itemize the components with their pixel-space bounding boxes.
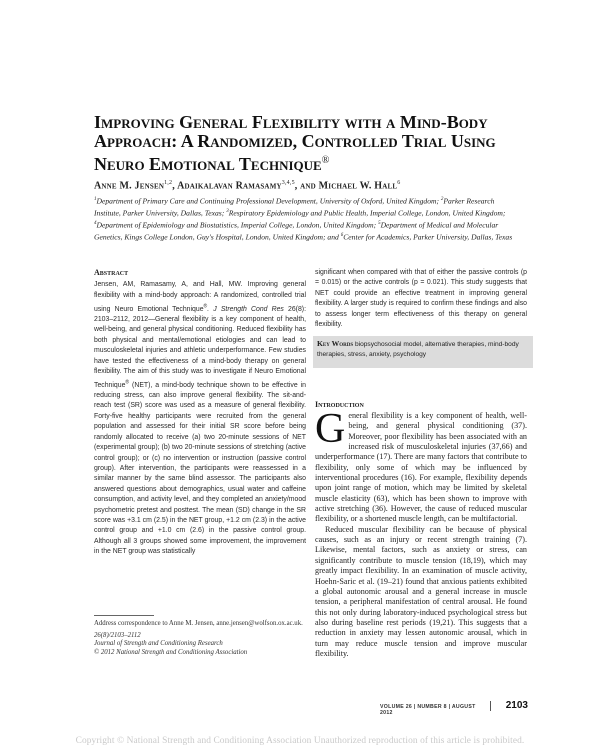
affiliation-index: 6 xyxy=(340,233,344,239)
author-name: Anne M. Jensen xyxy=(94,180,165,192)
affiliation-text: Department of Primary Care and Continuing Professional Development, University of Oxford, United Kingdom; xyxy=(96,196,441,206)
affiliation-index: 4 xyxy=(94,221,97,227)
issue-info: VOLUME 26 | NUMBER 8 | AUGUST 2012 xyxy=(380,704,476,716)
page-footer xyxy=(380,700,528,716)
author-separator: and xyxy=(300,180,319,192)
article-title: Improving General Flexibility with a Mind-Body Approach: A Randomized, Controlled Trial Using Neuro Emotional Technique® xyxy=(94,112,496,174)
drop-cap: G xyxy=(315,406,346,452)
abstract-right-column xyxy=(315,268,527,330)
journal-name: Journal of Strength and Conditioning Research xyxy=(94,640,223,648)
affiliation-index: 2 xyxy=(440,197,444,202)
introduction-heading: Introduction xyxy=(315,400,364,409)
journal-copyright: © 2012 National Strength and Conditioning Association xyxy=(94,648,248,656)
abstract-continued: significant when compared with that of either the passive controls (p = 0.015) or the active controls (p = 0.021). This study suggests that NET could provide an effective treatment in improving general flexibility. A larger study is required to confirm these findings and also to assess longer term effectiveness of this therapy on general flexibility. xyxy=(315,269,527,329)
affiliation-text: Department of Epidemiology and Biostatistics, Imperial College, London, United Kingdom; xyxy=(96,220,379,230)
intro-paragraph-2: Reduced muscular flexibility can be because of physical causes, such as an injury or recent strength training (7). Likewise, mental factors, such as anxiety or stress, can significantly contribute to muscle tension (18,19), which may greatly impact flexibility. In an examination of muscle activity, Hoehn-Saric et al. (19–21) found that anxious patients exhibited a global autonomic arousal and a general increase in muscle tension, a peripheral manifestation of central arousal. He found this not only during laboratory-induced psychological stress but also during baseline rest periods (19,21). This suggests that a reduction in anxiety may lessen autonomic arousal, which in turn may reduce muscle tension and improve muscular flexibility. xyxy=(315,524,527,658)
author-list: Anne M. Jensen$^{1,2}$, Adaikalavan Ramasamy$^{3,4,5}$, and Michael W. Hall$^6$ xyxy=(94,180,401,192)
author-affiliation-index: 3,4,5 xyxy=(281,180,295,186)
citation-info: 26(8)/2103–2112 xyxy=(94,631,141,639)
registered-mark: ® xyxy=(321,155,330,166)
footnote-rule xyxy=(94,615,154,616)
affiliation-text: Respiratory Epidemiology and Public Health, Imperial College, London, United Kingdom; xyxy=(228,208,506,218)
introduction-body xyxy=(315,406,527,659)
abstract-left-column xyxy=(94,268,306,558)
affiliation-text: Parker Research Institute, Parker University, Dallas, Texas; xyxy=(94,196,495,218)
author-name: Adaikalavan Ramasamy xyxy=(177,180,282,192)
keywords-label: Key Words xyxy=(317,339,354,348)
copyright-watermark: Copyright © National Strength and Conditioning Association Unauthorized reproduction of this article is prohibited. xyxy=(75,736,525,746)
footer-divider xyxy=(490,701,491,711)
keywords-box xyxy=(313,336,533,368)
keywords-text: biopsychosocial model, alternative therapies, mind-body therapies, stress, anxiety, psychology xyxy=(317,341,519,358)
correspondence-note: Address correspondence to Anne M. Jensen, anne.jensen@wolfson.ox.ac.uk. xyxy=(94,620,303,627)
author-affiliation-index: 1,2 xyxy=(164,180,173,186)
abstract-text: Jensen, AM, Ramasamy, A, and Hall, MW. Improving general flexibility with a mind-body approach: A randomized, controlled trial using Neuro Emotional Technique®. J Strength Cond Res 26(8): 2103–2112, 2012—General flexibility is a key component of health, well-being, and general physical conditioning. Reduced flexibility has both physical and mental/emotional etiologies and can lead to musculoskeletal injuries and athletic underperformance. Few studies have tested the effectiveness of a mind-body therapy on general flexibility. The aim of this study was to investigate if Neuro Emotional Technique® (NET), a mind-body technique shown to be effective in reducing stress, can also improve general flexibility. The sit-and-reach test (SR) score was used as a measure of general flexibility. Forty-five healthy participants were recruited from the general population and assessed for their initial SR score before being randomly allocated to receive (a) two 20-minute sessions of NET (experimental group); (b) two 20-minute sessions of stretching (active control group); or (c) no intervention or instruction (passive control group). After intervention, the participants were reassessed in a similar manner by the same blind assessor. The participants also answered questions about demographics, usual water and caffeine consumption, and activity level, and they completed an anxiety/mood psychometric pretest and posttest. The mean (SD) change in the SR score was +3.1 cm (2.5) in the NET group, +1.2 cm (2.3) in the active control group and +1.0 cm (2.6) in the passive control group. Although all 3 groups showed some improvement, the improvement in the NET group was statistically xyxy=(94,281,306,556)
affiliations xyxy=(94,195,522,243)
affiliation-text: Center for Academics, Parker University, Dallas, Texas xyxy=(343,232,513,242)
author-affiliation-index: 6 xyxy=(397,180,401,186)
abstract-heading: Abstract xyxy=(94,268,129,277)
affiliation-index: 5 xyxy=(378,221,381,227)
page-number: 2103 xyxy=(505,700,528,711)
affiliation-index: 3 xyxy=(226,209,229,215)
affiliation-index: 1 xyxy=(94,197,97,202)
footnotes xyxy=(94,615,306,660)
author-name: Michael W. Hall xyxy=(318,180,398,192)
intro-paragraph-1: General flexibility is a key component of health, well-being, and general physical conditioning (37). Moreover, poor flexibility has been associated with an increased risk of musculoskeletal injuries (37,66) and underperformance (17). There are many factors that contribute to flexibility, only some of which may be influenced by interventional procedures (16). For example, flexibility depends upon joint range of motion, which may be limited by skeletal muscle elasticity (63), which has been shown to improve with active stretching (36). However, the cause of reduced muscular flexibility, or a shortened muscle length, can be multifactorial. xyxy=(315,406,527,524)
affiliation-text: Department of Medical and Molecular Genetics, Kings College London, Guy's Hospital, London, United Kingdom; and xyxy=(94,220,499,242)
